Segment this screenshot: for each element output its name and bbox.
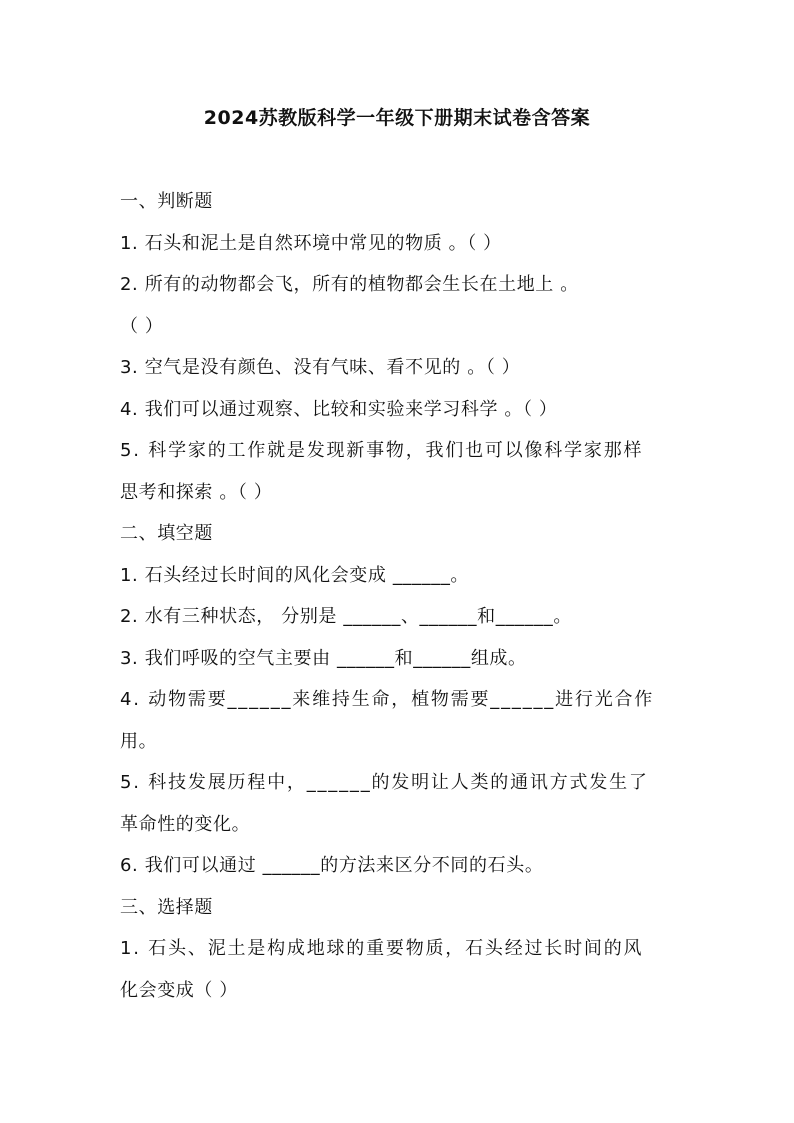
question-line: 2. 所有的动物都会飞，所有的植物都会生长在土地上 。: [120, 274, 579, 295]
question-line: 2. 水有三种状态， 分别是 ______、______和______。: [120, 606, 572, 627]
question-line: 3. 我们呼吸的空气主要由 ______和______组成。: [120, 648, 527, 669]
question-line: 用。: [120, 731, 158, 752]
question-line: 4. 动物需要______来维持生命，植物需要______进行光合作: [120, 689, 655, 710]
question-line: 4. 我们可以通过观察、比较和实验来学习科学 。（ ）: [120, 399, 558, 420]
question-line: 1. 石头、泥土是构成地球的重要物质，石头经过长时间的风: [120, 938, 644, 959]
question-line: 5. 科学家的工作就是发现新事物，我们也可以像科学家那样: [120, 440, 644, 461]
question-line: 思考和探索 。（ ）: [120, 482, 273, 503]
document-title: 2024苏教版科学一年级下册期末试卷含答案: [203, 107, 591, 129]
question-line: 革命性的变化。: [120, 814, 251, 835]
question-line: （ ）: [120, 316, 164, 337]
question-line: 化会变成（ ）: [120, 980, 238, 1001]
section-heading-fill-blank: 二、填空题: [120, 523, 213, 544]
question-line: 3. 空气是没有颜色、没有气味、看不见的 。（ ）: [120, 357, 521, 378]
question-line: 5. 科技发展历程中，______的发明让人类的通讯方式发生了: [120, 772, 649, 793]
section-heading-multiple-choice: 三、选择题: [120, 897, 213, 918]
question-line: 1. 石头和泥土是自然环境中常见的物质 。（ ）: [120, 233, 502, 254]
section-heading-true-false: 一、判断题: [120, 191, 213, 212]
question-line: 1. 石头经过长时间的风化会变成 ______。: [120, 565, 470, 586]
question-line: 6. 我们可以通过 ______的方法来区分不同的石头。: [120, 855, 544, 876]
